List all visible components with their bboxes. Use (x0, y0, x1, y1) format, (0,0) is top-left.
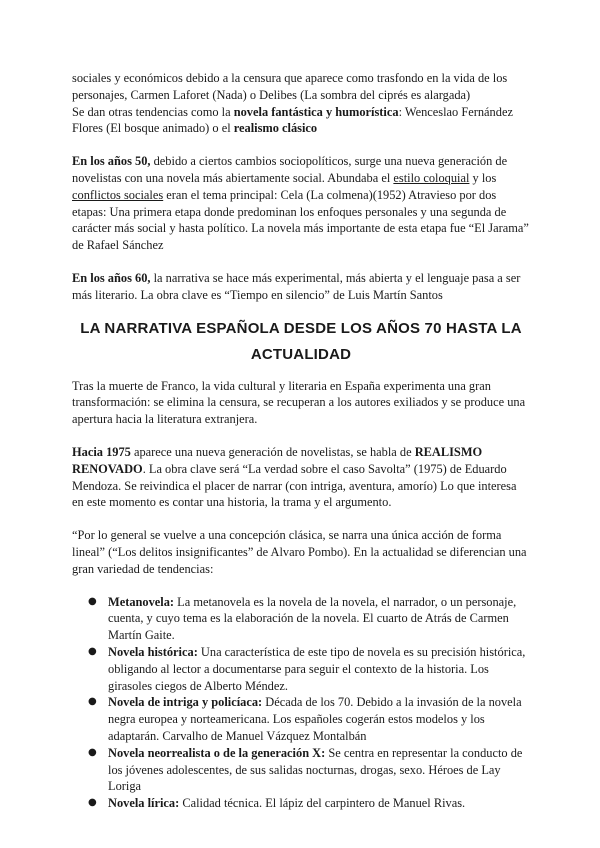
list-item-desc: Década de los 70. Debido a la invasión de la novela negra europea y norteamericana. Los españoles cogerán estos modelos y los adaptarán. Carvalho de Manuel Vázquez Montalbán (108, 695, 522, 743)
bullet-icon: ● (88, 595, 97, 607)
list-item (88, 594, 530, 644)
list-item-desc: Se centra en representar la conducto de los jóvenes adolescentes, de sus salidas nocturnas, drogas, sexo. Héroes de Lay Loriga (108, 745, 523, 794)
continuation-text: sociales y económicos debido a la censura que aparece como trasfondo en la vida de los personajes, Carmen Laforet (Nada) o Delibes (La sombra del ciprés es alargada) (72, 71, 508, 102)
underline-estilo-coloquial: estilo coloquial (393, 170, 470, 185)
section-heading: LA NARRATIVA ESPAÑOLA DESDE LOS AÑOS 70 HASTA LA ACTUALIDAD (80, 319, 522, 363)
list-item-term: Novela de intriga y policíaca: (108, 695, 263, 710)
list-item (88, 745, 530, 795)
bold-anos-50: En los años 50, (72, 154, 151, 169)
bullet-icon: ● (88, 797, 97, 809)
paragraph-anos-60 (72, 270, 530, 304)
paragraph-continuation (72, 70, 530, 137)
list-item (88, 795, 530, 812)
list-item-term: Metanovela: (108, 594, 175, 609)
anos-50-text-1: debido a ciertos cambios sociopolíticos, surge una nueva generación de novelistas con una novela más abiertamente social. Abundaba el (72, 154, 508, 185)
bold-novela-fantastica: novela fantástica y humorística (233, 104, 399, 119)
paragraph-1975 (72, 444, 530, 511)
list-item-desc: La metanovela es la novela de la novela, el narrador, o un personaje, cuenta, y cuyo tema es la elaboración de la novela. El cuarto de Atrás de Carmen Martín Gaite. (108, 594, 517, 643)
paragraph-franco: Tras la muerte de Franco, la vida cultural y literaria en España experimenta una gran transformación: se elimina la censura, se recuperan a los autores exiliados y se produce una apertura hacia la literatura extranjera. (72, 378, 526, 427)
bold-hacia-1975: Hacia 1975 (72, 444, 131, 459)
list-item-term: Novela lírica: (108, 796, 180, 811)
anos-60-text: la narrativa se hace más experimental, más abierta y el lenguaje pasa a ser más literario. La obra clave es “Tiempo en silencio” de Luis Martín Santos (72, 270, 521, 302)
list-item (88, 694, 530, 744)
tendencias-text: Se dan otras tendencias como la (72, 104, 234, 119)
list-item (88, 644, 530, 694)
bold-anos-60: En los años 60, (72, 270, 151, 285)
document-page (72, 70, 530, 812)
paragraph-quote: “Por lo general se vuelve a una concepción clásica, se narra una única acción de forma lineal” (“Los delitos insignificantes” de Alvaro Pombo). En la actualidad se diferencian una gran variedad de tendencias: (72, 528, 527, 576)
bullet-icon: ● (88, 696, 97, 708)
bullet-icon: ● (88, 645, 97, 657)
list-item-term: Novela histórica: (108, 644, 198, 659)
bold-realismo-clasico: realismo clásico (233, 121, 318, 136)
anos-50-text-3: eran el tema principal: Cela (La colmena)(1952) Atravieso por dos etapas: Una primera etapa donde predominan los enfoques personales y una segunda de carácter más social y hasta político. La novela más importante de esta etapa fue “El Jarama” de Rafael Sánchez (72, 187, 529, 253)
paragraph-anos-50 (72, 153, 530, 254)
list-item-desc: Calidad técnica. El lápiz del carpintero de Manuel Rivas. (179, 796, 466, 811)
list-item-desc: Una característica de este tipo de novela es su precisión histórica, obligando al lector a documentarse para seguir el contexto de la historia. Los girasoles ciegos de Alberto Méndez. (108, 644, 526, 693)
list-item-term: Novela neorrealista o de la generación X: (108, 745, 326, 760)
tendencias-text-2: : Wenceslao Fernández Flores (El bosque animado) o el (72, 104, 513, 136)
bold-realismo-renovado: REALISMO RENOVADO (72, 444, 483, 476)
1975-text-1: aparece una nueva generación de novelistas, se habla de (130, 444, 415, 459)
tendencias-list (72, 594, 530, 812)
1975-text-2: . La obra clave será “La verdad sobre el caso Savolta” (1975) de Eduardo Mendoza. Se reivindica el placer de narrar (con intriga, aventura, amorío) Lo que interesa en este momento es contar una historia, la trama y el argumento. (72, 461, 517, 510)
bullet-icon: ● (88, 746, 97, 758)
underline-conflictos-sociales: conflictos sociales (72, 187, 164, 202)
anos-50-text-2: y los (469, 170, 497, 185)
